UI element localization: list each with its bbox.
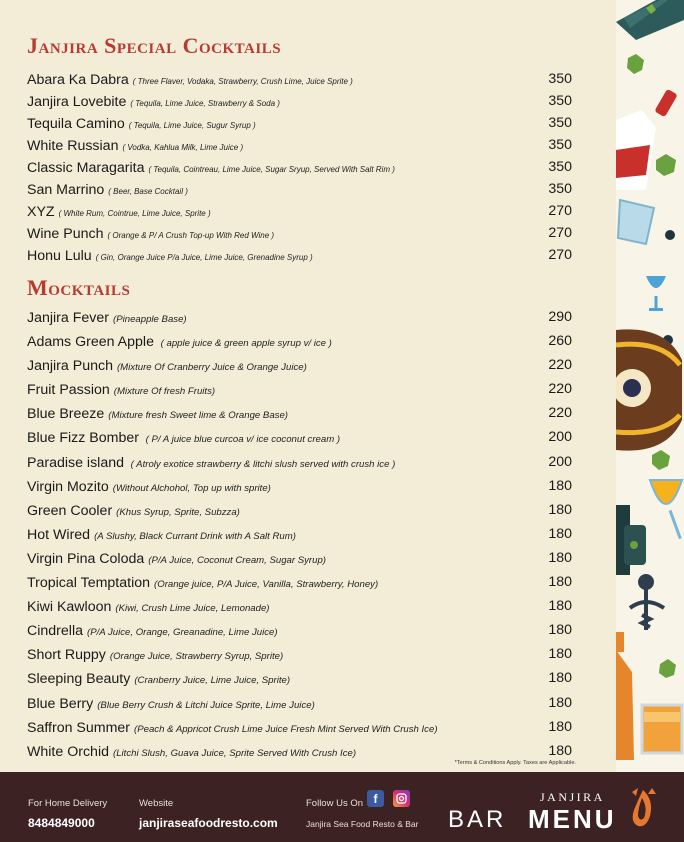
item-description: (Blue Berry Crush & Litchi Juice Sprite, Lime Juice)	[97, 699, 315, 711]
menu-item	[27, 225, 572, 247]
item-name: Classic Maragarita	[27, 160, 145, 176]
item-name: Janjira Fever	[27, 310, 110, 326]
item-price: 260	[548, 333, 572, 350]
item-price: 290	[548, 309, 572, 325]
item-name: Saffron Summer	[27, 719, 131, 736]
item-price: 180	[548, 742, 572, 759]
menu-item	[27, 137, 572, 159]
item-price: 350	[548, 71, 572, 87]
cocktails-section-title: Janjira Special Cocktails	[27, 33, 282, 58]
item-name: Hot Wired	[27, 526, 91, 543]
item-price: 350	[548, 159, 572, 175]
item-description: (A Slushy, Black Currant Drink with A Salt Rum)	[94, 530, 296, 542]
shot-glass-icon	[618, 200, 654, 244]
item-description: (Mixture Of fresh Fruits)	[113, 386, 216, 398]
item-price: 220	[548, 405, 572, 422]
item-name: Virgin Mozito	[27, 478, 109, 495]
wine-bottle-icon	[616, 89, 678, 190]
item-name: San Marrino	[27, 182, 105, 198]
menu-item	[27, 670, 572, 694]
corkscrew-icon	[630, 576, 664, 630]
menu-item	[27, 159, 572, 181]
item-price: 220	[548, 357, 572, 374]
menu-item	[27, 526, 572, 550]
item-price: 220	[548, 381, 572, 398]
brand-name: JANJIRA	[540, 790, 605, 804]
item-name: XYZ	[27, 204, 55, 220]
item-name: Honu Lulu	[27, 248, 92, 264]
item-price: 180	[548, 501, 572, 518]
item-price: 350	[548, 93, 572, 109]
item-description: (Khus Syrup, Sprite, Subzza)	[116, 506, 240, 518]
item-price: 180	[548, 598, 572, 615]
item-price: 350	[548, 181, 572, 197]
menu-item	[27, 333, 572, 357]
item-price: 200	[548, 429, 572, 446]
menu-item	[27, 454, 572, 478]
item-description: (Pineapple Base)	[113, 314, 187, 325]
whisky-bottle-icon	[616, 632, 682, 760]
menu-item	[27, 309, 572, 333]
brand-menu-text: MENU	[528, 804, 617, 834]
item-name: Blue Breeze	[27, 406, 105, 423]
wine-barrel-icon	[616, 329, 682, 450]
wine-glass-icon	[646, 276, 666, 311]
dot-icon	[665, 230, 675, 240]
item-description: ( Tequila, Lime Juice, Sugur Syrup )	[128, 121, 256, 130]
brand-logo-icon	[628, 786, 658, 830]
item-price: 180	[548, 549, 572, 566]
bottles-icon	[616, 505, 646, 575]
follow-label: Follow Us On	[306, 798, 364, 809]
item-name: Janjira Punch	[27, 358, 113, 375]
menu-item	[27, 115, 572, 137]
item-name: Green Cooler	[27, 502, 113, 519]
item-description: ( White Rum, Cointrue, Lime Juice, Sprite )	[58, 209, 211, 218]
item-name: Sleeping Beauty	[27, 671, 131, 688]
website-link[interactable]: janjiraseafoodresto.com	[139, 816, 278, 830]
mocktails-section-title: Mocktails	[27, 275, 131, 300]
item-name: Wine Punch	[27, 226, 104, 242]
item-price: 270	[548, 225, 572, 241]
facebook-icon[interactable]: f	[367, 790, 384, 807]
menu-item	[27, 478, 572, 502]
item-name: Abara Ka Dabra	[27, 72, 129, 88]
delivery-label: For Home Delivery	[28, 798, 108, 809]
bottle-top-icon	[616, 0, 684, 40]
item-price: 180	[548, 718, 572, 735]
item-name: Fruit Passion	[27, 382, 110, 399]
menu-item	[27, 622, 572, 646]
menu-item	[27, 357, 572, 381]
grape-leaf-icon	[656, 154, 676, 176]
item-name: Virgin Pina Coloda	[27, 550, 145, 567]
menu-item	[27, 203, 572, 225]
item-description: ( P/ A juice blue curcoa v/ ice coconut cream )	[142, 434, 341, 446]
item-description: (Litchi Slush, Guava Juice, Sprite Served With Crush Ice)	[113, 747, 357, 759]
wine-glass-icon	[650, 480, 682, 539]
item-price: 180	[548, 670, 572, 687]
item-description: (P/A Juice, Coconut Cream, Sugar Syrup)	[148, 554, 326, 566]
item-price: 180	[548, 694, 572, 711]
menu-item	[27, 429, 572, 453]
item-price: 180	[548, 477, 572, 494]
item-price: 180	[548, 622, 572, 639]
menu-item	[27, 405, 572, 429]
item-price: 270	[548, 203, 572, 219]
menu-item	[27, 247, 572, 269]
item-price: 180	[548, 525, 572, 542]
menu-item	[27, 598, 572, 622]
menu-item	[27, 381, 572, 405]
item-description: (Without Alchohol, Top up with sprite)	[112, 482, 271, 494]
menu-item	[27, 719, 572, 743]
item-price: 270	[548, 247, 572, 263]
grape-leaf-icon	[627, 54, 644, 74]
item-name: Cindrella	[27, 623, 83, 640]
item-name: Blue Fizz Bomber	[27, 430, 139, 447]
footer	[0, 772, 684, 842]
brand-bar-text: BAR	[448, 806, 507, 833]
item-description: (Peach & Appricot Crush Lime Juice Fresh Mint Served With Crush Ice)	[134, 723, 438, 735]
item-description: ( Gin, Orange Juice P/a Juice, Lime Juice, Grenadine Syrup )	[95, 253, 313, 262]
item-name: Short Ruppy	[27, 647, 106, 664]
item-price: 180	[548, 646, 572, 663]
website-label: Website	[139, 798, 174, 809]
item-price: 180	[548, 574, 572, 591]
item-name: White Russian	[27, 138, 119, 154]
item-description: ( apple juice & green apple syrup v/ ice )	[157, 338, 332, 350]
item-description: ( Three Flaver, Vodaka, Strawberry, Crush Lime, Juice Sprite )	[132, 77, 353, 86]
item-description: ( Orange & P/ A Crush Top-up With Red Wine )	[107, 231, 275, 240]
menu-item	[27, 574, 572, 598]
decorative-sidebar	[616, 0, 684, 772]
item-name: Kiwi Kawloon	[27, 599, 112, 616]
item-description: (Orange juice, P/A Juice, Vanilla, Strawberry, Honey)	[154, 579, 379, 591]
menu-item	[27, 71, 572, 93]
item-name: Adams Green Apple	[27, 334, 154, 351]
social-handle: Janjira Sea Food Resto & Bar	[306, 819, 419, 829]
grape-leaf-icon	[659, 659, 676, 678]
menu-item	[27, 695, 572, 719]
item-name: Tropical Temptation	[27, 575, 151, 592]
item-description: (Mixture fresh Sweet lime & Orange Base)	[108, 410, 288, 422]
item-description: (Cranberry Juice, Lime Juice, Sprite)	[134, 675, 291, 687]
item-price: 350	[548, 137, 572, 153]
menu-item	[27, 502, 572, 526]
menu-item	[27, 181, 572, 203]
item-description: ( Beer, Base Cocktail )	[108, 187, 188, 196]
item-name: White Orchid	[27, 743, 109, 760]
item-price: 200	[548, 453, 572, 470]
item-price: 350	[548, 115, 572, 131]
item-description: (Mixture Of Cranberry Juice & Orange Juice)	[116, 362, 307, 374]
item-name: Tequila Camino	[27, 116, 125, 132]
mocktails-list	[27, 309, 572, 767]
item-description: (P/A Juice, Orange, Greanadine, Lime Juice)	[87, 627, 278, 639]
delivery-phone[interactable]: 8484849000	[28, 816, 95, 830]
cocktails-list	[27, 71, 572, 269]
instagram-icon[interactable]	[393, 790, 410, 807]
item-description: (Orange Juice, Strawberry Syrup, Sprite)	[109, 651, 284, 663]
item-description: (Kiwi, Crush Lime Juice, Lemonade)	[115, 603, 270, 615]
item-description: ( Tequila, Cointreau, Lime Juice, Sugar Sryup, Served With Salt Rim )	[148, 165, 395, 174]
bar-illustrations	[616, 0, 684, 772]
grape-leaf-icon	[652, 450, 670, 470]
item-name: Paradise island	[27, 454, 125, 471]
menu-item	[27, 646, 572, 670]
item-name: Blue Berry	[27, 695, 94, 712]
item-description: ( Tequila, Lime Juice, Strawberry & Soda )	[130, 99, 280, 108]
menu-item	[27, 550, 572, 574]
terms-note: *Terms & Conditions Apply. Taxes are Applicable.	[454, 760, 576, 766]
item-description: ( Atroly exotice strawberry & litchi slush served with crush ice )	[128, 458, 396, 470]
item-name: Janjira Lovebite	[27, 94, 127, 110]
menu-item	[27, 93, 572, 115]
item-description: ( Vodka, Kahlua Milk, Lime Juice )	[122, 143, 244, 152]
